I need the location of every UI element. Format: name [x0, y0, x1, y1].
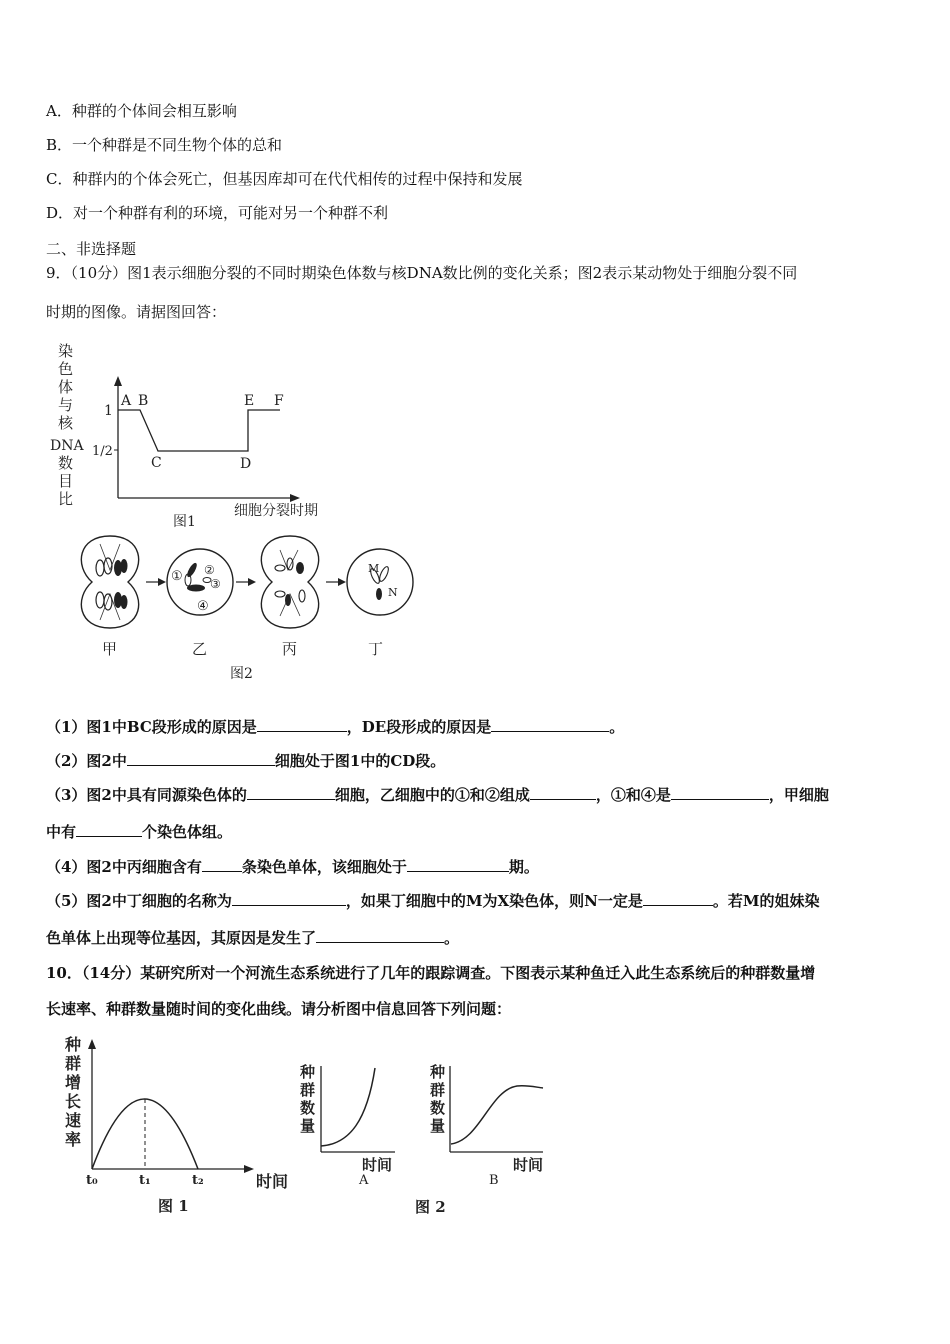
answer-blank[interactable] — [643, 890, 713, 906]
chrom-letter-n: N — [388, 586, 398, 599]
q9-sub3-line1: （3）图2中具有同源染色体的 细胞，乙细胞中的①和②组成 ，①和④是 ，甲细胞 — [46, 786, 829, 804]
cell-ding — [347, 549, 413, 615]
q10-fig1-ylabel-char: 群 — [65, 1054, 82, 1073]
q10-figure-1 — [60, 1033, 300, 1223]
q10-fig1-ylabel-char: 种 — [65, 1035, 82, 1054]
s-curve — [451, 1086, 543, 1144]
fig1-ylabel-char: 色 — [58, 360, 74, 378]
fig1-point-a: A — [121, 393, 132, 409]
panel-a-label: A — [359, 1173, 369, 1188]
q10-fig1-ylabel-char: 长 — [65, 1092, 82, 1111]
cell-bing — [261, 536, 318, 628]
q10-fig1-xtick: t₁ — [139, 1173, 151, 1188]
q9-sub1: （1）图1中BC段形成的原因是 ，DE段形成的原因是 。 — [46, 718, 625, 736]
q9-sub2: （2）图2中 细胞处于图1中的CD段。 — [46, 752, 446, 770]
q10-fig1-caption: 图 1 — [158, 1197, 189, 1215]
fig1-ylabel-char: DNA — [50, 438, 84, 454]
q10-fig2b-ylabel-char: 量 — [430, 1117, 446, 1135]
option-b: B．一个种群是不同生物个体的总和 — [46, 136, 283, 154]
q9-sub5-line1: （5）图2中丁细胞的名称为 ，如果丁细胞中的M为X染色体，则N一定是 。若M的姐妹染 — [46, 892, 820, 910]
arrow-icon — [248, 578, 256, 586]
fig1-xlabel: 细胞分裂时期 — [234, 503, 318, 519]
fig1-point-b: B — [138, 393, 149, 409]
option-a: A．种群的个体间会相互影响 — [46, 102, 237, 120]
q10-fig2a-ylabel-char: 种 — [300, 1063, 316, 1081]
fig1-ytick-1: 1 — [104, 403, 113, 419]
chrom-label: ② — [204, 563, 215, 577]
q10-fig2-caption: 图 2 — [415, 1198, 446, 1216]
fig1-ylabel-char: 比 — [58, 490, 74, 508]
q10-figure-2 — [295, 1060, 560, 1220]
fig1-point-d: D — [240, 456, 252, 472]
fig1-ylabel-char: 核 — [58, 414, 74, 432]
cell-label-yi: 乙 — [192, 640, 208, 658]
q9-figure-1 — [48, 338, 358, 528]
section-title: 二、非选择题 — [46, 240, 137, 258]
cell-label-bing: 丙 — [282, 640, 298, 658]
answer-blank[interactable] — [202, 856, 242, 872]
answer-blank[interactable] — [407, 856, 509, 872]
q10-fig2a-ylabel-char: 数 — [300, 1099, 316, 1117]
q10-fig2a-ylabel-char: 群 — [300, 1081, 316, 1099]
cell-jia — [81, 536, 138, 628]
panel-b-label: B — [489, 1173, 499, 1188]
fig1-ylabel-char: 目 — [58, 472, 74, 490]
arrow-icon — [158, 578, 166, 586]
q9-sub5-line2: 色单体上出现等位基因，其原因是发生了 。 — [46, 929, 460, 947]
q10-fig1-xtick: t₀ — [86, 1173, 98, 1188]
q10-fig2b-ylabel-char: 种 — [430, 1063, 446, 1081]
fig1-point-e: E — [244, 393, 255, 409]
answer-blank[interactable] — [232, 890, 346, 906]
q10-stem-line2: 长速率、种群数量随时间的变化曲线。请分析图中信息回答下列问题： — [46, 1000, 512, 1018]
q10-fig2a-ylabel-char: 量 — [300, 1117, 316, 1135]
option-c: C．种群内的个体会死亡，但基因库却可在代代相传的过程中保持和发展 — [46, 170, 523, 188]
q10-fig1-ylabel-char: 增 — [65, 1073, 82, 1092]
answer-blank[interactable] — [671, 784, 769, 800]
q9-sub4: （4）图2中丙细胞含有 条染色单体，该细胞处于 期。 — [46, 858, 539, 876]
answer-blank[interactable] — [491, 716, 609, 732]
fig1-ylabel-char: 数 — [58, 454, 74, 472]
chrom-letter-m: M — [368, 562, 380, 575]
arrow-icon — [338, 578, 346, 586]
answer-blank[interactable] — [316, 927, 444, 943]
chrom-label: ① — [171, 569, 183, 584]
j-curve — [321, 1068, 375, 1146]
q10-fig1-ylabel-char: 速 — [65, 1111, 82, 1130]
fig2-caption: 图2 — [230, 666, 253, 682]
answer-blank[interactable] — [247, 784, 335, 800]
answer-blank[interactable] — [257, 716, 347, 732]
q10-fig1-xtick: t₂ — [192, 1173, 204, 1188]
q10-fig2b-xlabel: 时间 — [513, 1156, 544, 1174]
fig1-ylabel-char: 体 — [58, 378, 74, 396]
q10-fig2a-xlabel: 时间 — [362, 1156, 393, 1174]
cell-label-ding: 丁 — [368, 640, 384, 658]
answer-blank[interactable] — [127, 750, 275, 766]
chrom-label: ④ — [197, 599, 209, 614]
q10-fig1-ylabel-char: 率 — [65, 1130, 82, 1149]
q10-fig2b-ylabel-char: 数 — [430, 1099, 446, 1117]
fig1-curve — [118, 410, 280, 451]
fig1-ylabel-char: 染 — [58, 342, 74, 360]
q9-stem-line1: 9．（10分）图1表示细胞分裂的不同时期染色体数与核DNA数比例的变化关系；图2表示某动物处于细胞分裂不同 — [46, 264, 798, 282]
q9-stem-line2: 时期的图像。请据图回答： — [46, 303, 227, 321]
q9-figure-2 — [70, 530, 420, 685]
chrom-label: ③ — [210, 577, 221, 591]
fig1-caption: 图1 — [173, 514, 196, 528]
answer-blank[interactable] — [530, 784, 596, 800]
answer-blank[interactable] — [76, 821, 142, 837]
q10-fig2b-ylabel-char: 群 — [430, 1081, 446, 1099]
q10-fig1-xlabel: 时间 — [256, 1172, 289, 1191]
cell-yi — [167, 549, 233, 615]
fig1-point-c: C — [151, 455, 162, 471]
option-d: D．对一个种群有利的环境，可能对另一个种群不利 — [46, 204, 389, 222]
cell-label-jia: 甲 — [102, 640, 118, 658]
q9-sub3-line2: 中有 个染色体组。 — [46, 823, 233, 841]
fig1-ytick-half: 1/2 — [92, 444, 113, 459]
fig1-point-f: F — [274, 393, 284, 409]
fig1-ylabel-char: 与 — [58, 396, 74, 414]
q10-stem-line1: 10．（14分）某研究所对一个河流生态系统进行了几年的跟踪调查。下图表示某种鱼迁入此生态系统后的种群数量增 — [46, 964, 816, 982]
